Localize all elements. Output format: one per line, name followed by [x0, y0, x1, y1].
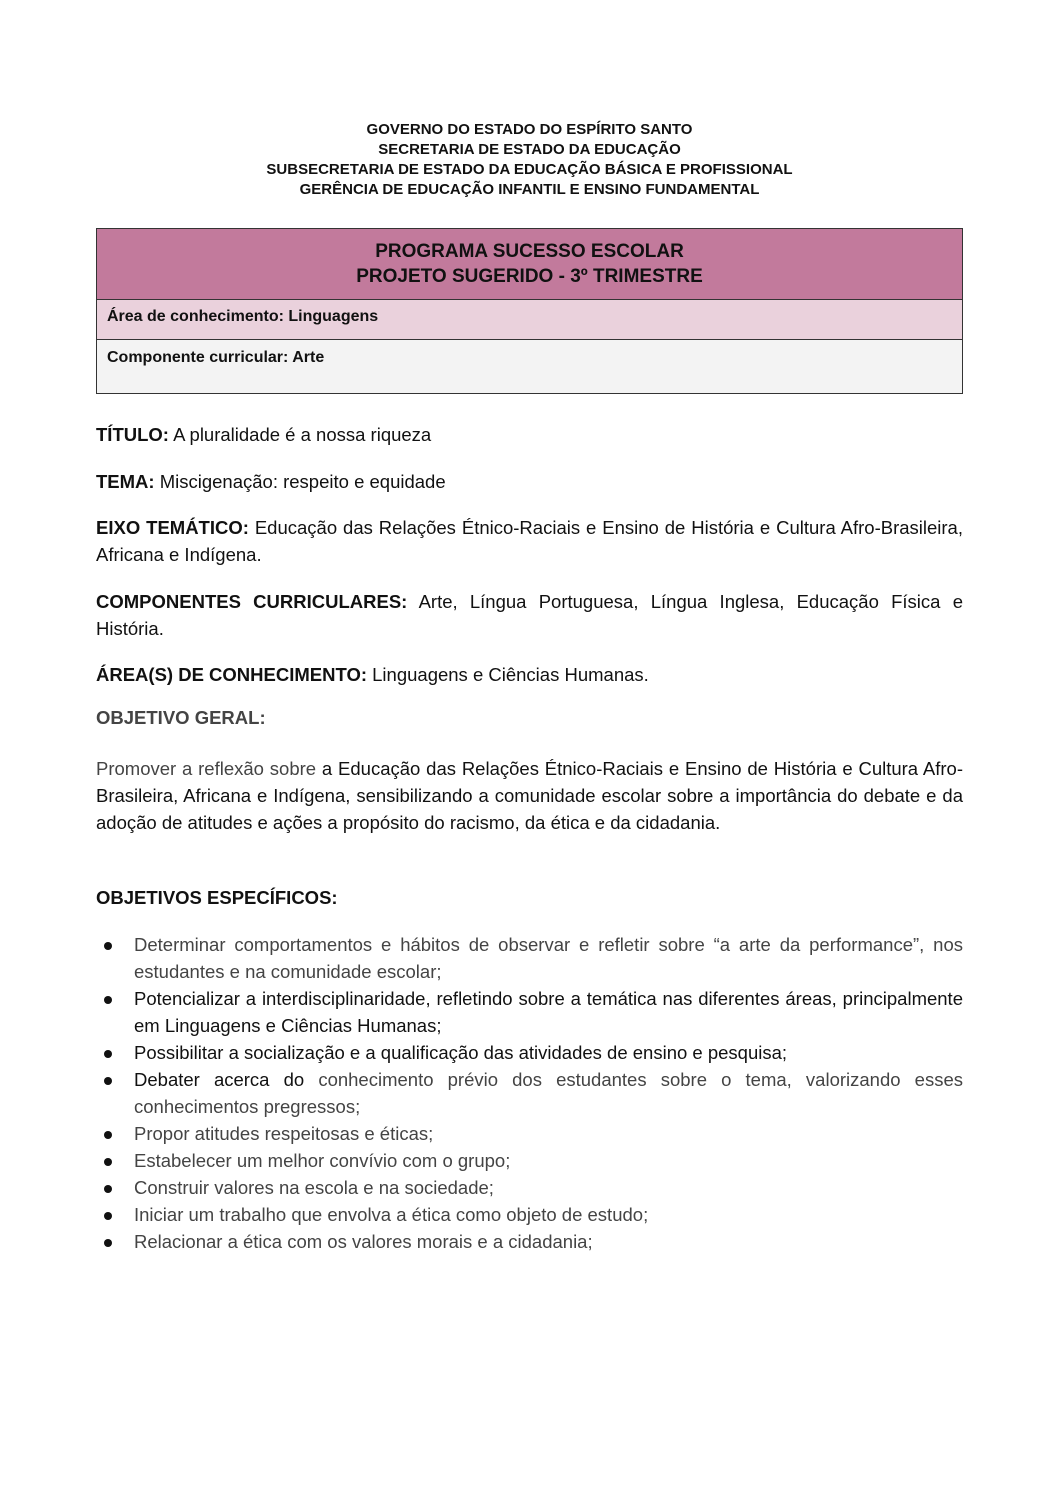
list-item	[96, 1228, 963, 1255]
componente-row: Componente curricular: Arte	[97, 340, 962, 393]
objetivo-geral-intro: Promover a reflexão sobre	[96, 758, 322, 779]
list-item-text: Estabelecer um melhor convívio com o grupo;	[134, 1150, 511, 1171]
list-item	[96, 985, 963, 1039]
tema-value: Miscigenação: respeito e equidade	[154, 471, 446, 492]
list-item	[96, 1147, 963, 1174]
eixo-value: Educação das Relações Étnico-Raciais e Ensino de História e Cultura Afro-Brasileira, Africana e Indígena.	[96, 517, 963, 565]
objetivos-list	[96, 931, 963, 1255]
objetivo-geral-heading: OBJETIVO GERAL:	[96, 707, 266, 728]
list-item	[96, 1039, 963, 1066]
bullet-icon	[104, 1131, 112, 1139]
list-item	[96, 1120, 963, 1147]
area-value: Linguagens e Ciências Humanas.	[367, 664, 649, 685]
bullet-icon	[104, 996, 112, 1004]
header-line-4: GERÊNCIA DE EDUCAÇÃO INFANTIL E ENSINO FUNDAMENTAL	[299, 181, 760, 198]
program-title	[97, 229, 962, 300]
list-item	[96, 1201, 963, 1228]
list-item-text-gray: conhecimento prévio dos estudantes sobre o tema, valorizando esses conhecimentos pregressos;	[134, 1069, 964, 1117]
header-line-1: GOVERNO DO ESTADO DO ESPÍRITO SANTO	[366, 121, 693, 138]
list-item-text: Determinar comportamentos e hábitos de observar e refletir sobre “a arte da performance”, nos estudantes e na comunidade escolar;	[134, 934, 963, 982]
header-line-3: SUBSECRETARIA DE ESTADO DA EDUCAÇÃO BÁSICA E PROFISSIONAL	[266, 161, 793, 178]
program-title-line-2: PROJETO SUGERIDO - 3º TRIMESTRE	[356, 266, 703, 287]
titulo-value: A pluralidade é a nossa riqueza	[168, 424, 432, 445]
bullet-icon	[104, 1185, 112, 1193]
tema-label: TEMA:	[96, 471, 155, 492]
list-item	[96, 1174, 963, 1201]
list-item-text: Relacionar a ética com os valores morais e a cidadania;	[134, 1231, 593, 1252]
objetivos-especificos-label: OBJETIVOS ESPECÍFICOS:	[96, 887, 338, 908]
objetivos-especificos-heading	[96, 884, 963, 911]
bullet-icon	[104, 1239, 112, 1247]
list-item-text: Iniciar um trabalho que envolva a ética como objeto de estudo;	[134, 1204, 649, 1225]
list-item	[96, 931, 963, 985]
bullet-icon	[104, 1050, 112, 1058]
objetivo-geral-body: a Educação das Relações Étnico-Raciais e Ensino de História e Cultura Afro-Brasileira, Africana e Indígena, sensibilizando a comunidade escolar sobre a importância do debate e da adoção de atitudes e ações a propósito do racismo, da ética e da cidadania.	[96, 758, 963, 833]
list-item-text: Construir valores na escola e na sociedade;	[134, 1177, 494, 1198]
area-field	[96, 661, 963, 688]
area-label: ÁREA(S) DE CONHECIMENTO:	[96, 664, 367, 685]
list-item-text: Propor atitudes respeitosas e éticas;	[134, 1123, 434, 1144]
objetivo-geral-text	[96, 755, 963, 836]
list-item-text: Possibilitar a socialização e a qualificação das atividades de ensino e pesquisa;	[134, 1042, 788, 1063]
list-item-text-dark: Debater acerca do	[134, 1069, 305, 1090]
componentes-label: COMPONENTES CURRICULARES:	[96, 591, 408, 612]
componentes-field	[96, 588, 963, 642]
area-row: Área de conhecimento: Linguagens	[97, 300, 962, 340]
eixo-field	[96, 514, 963, 568]
bullet-icon	[104, 1212, 112, 1220]
componentes-value: Arte, Língua Portuguesa, Língua Inglesa, Educação Física e História.	[96, 591, 963, 639]
eixo-label: EIXO TEMÁTICO:	[96, 517, 249, 538]
list-item-text: Potencializar a interdisciplinaridade, refletindo sobre a temática nas diferentes áreas, principalmente em Linguagens e Ciências Humanas;	[134, 988, 963, 1036]
tema-field	[96, 468, 963, 495]
titulo-label: TÍTULO:	[96, 424, 169, 445]
list-item	[96, 1066, 963, 1120]
bullet-icon	[104, 1077, 112, 1085]
bullet-icon	[104, 942, 112, 950]
header-line-2: SECRETARIA DE ESTADO DA EDUCAÇÃO	[378, 141, 681, 158]
bullet-icon	[104, 1158, 112, 1166]
program-box	[96, 228, 963, 394]
program-title-line-1: PROGRAMA SUCESSO ESCOLAR	[375, 241, 684, 262]
government-header	[96, 120, 963, 200]
titulo-field	[96, 421, 963, 448]
